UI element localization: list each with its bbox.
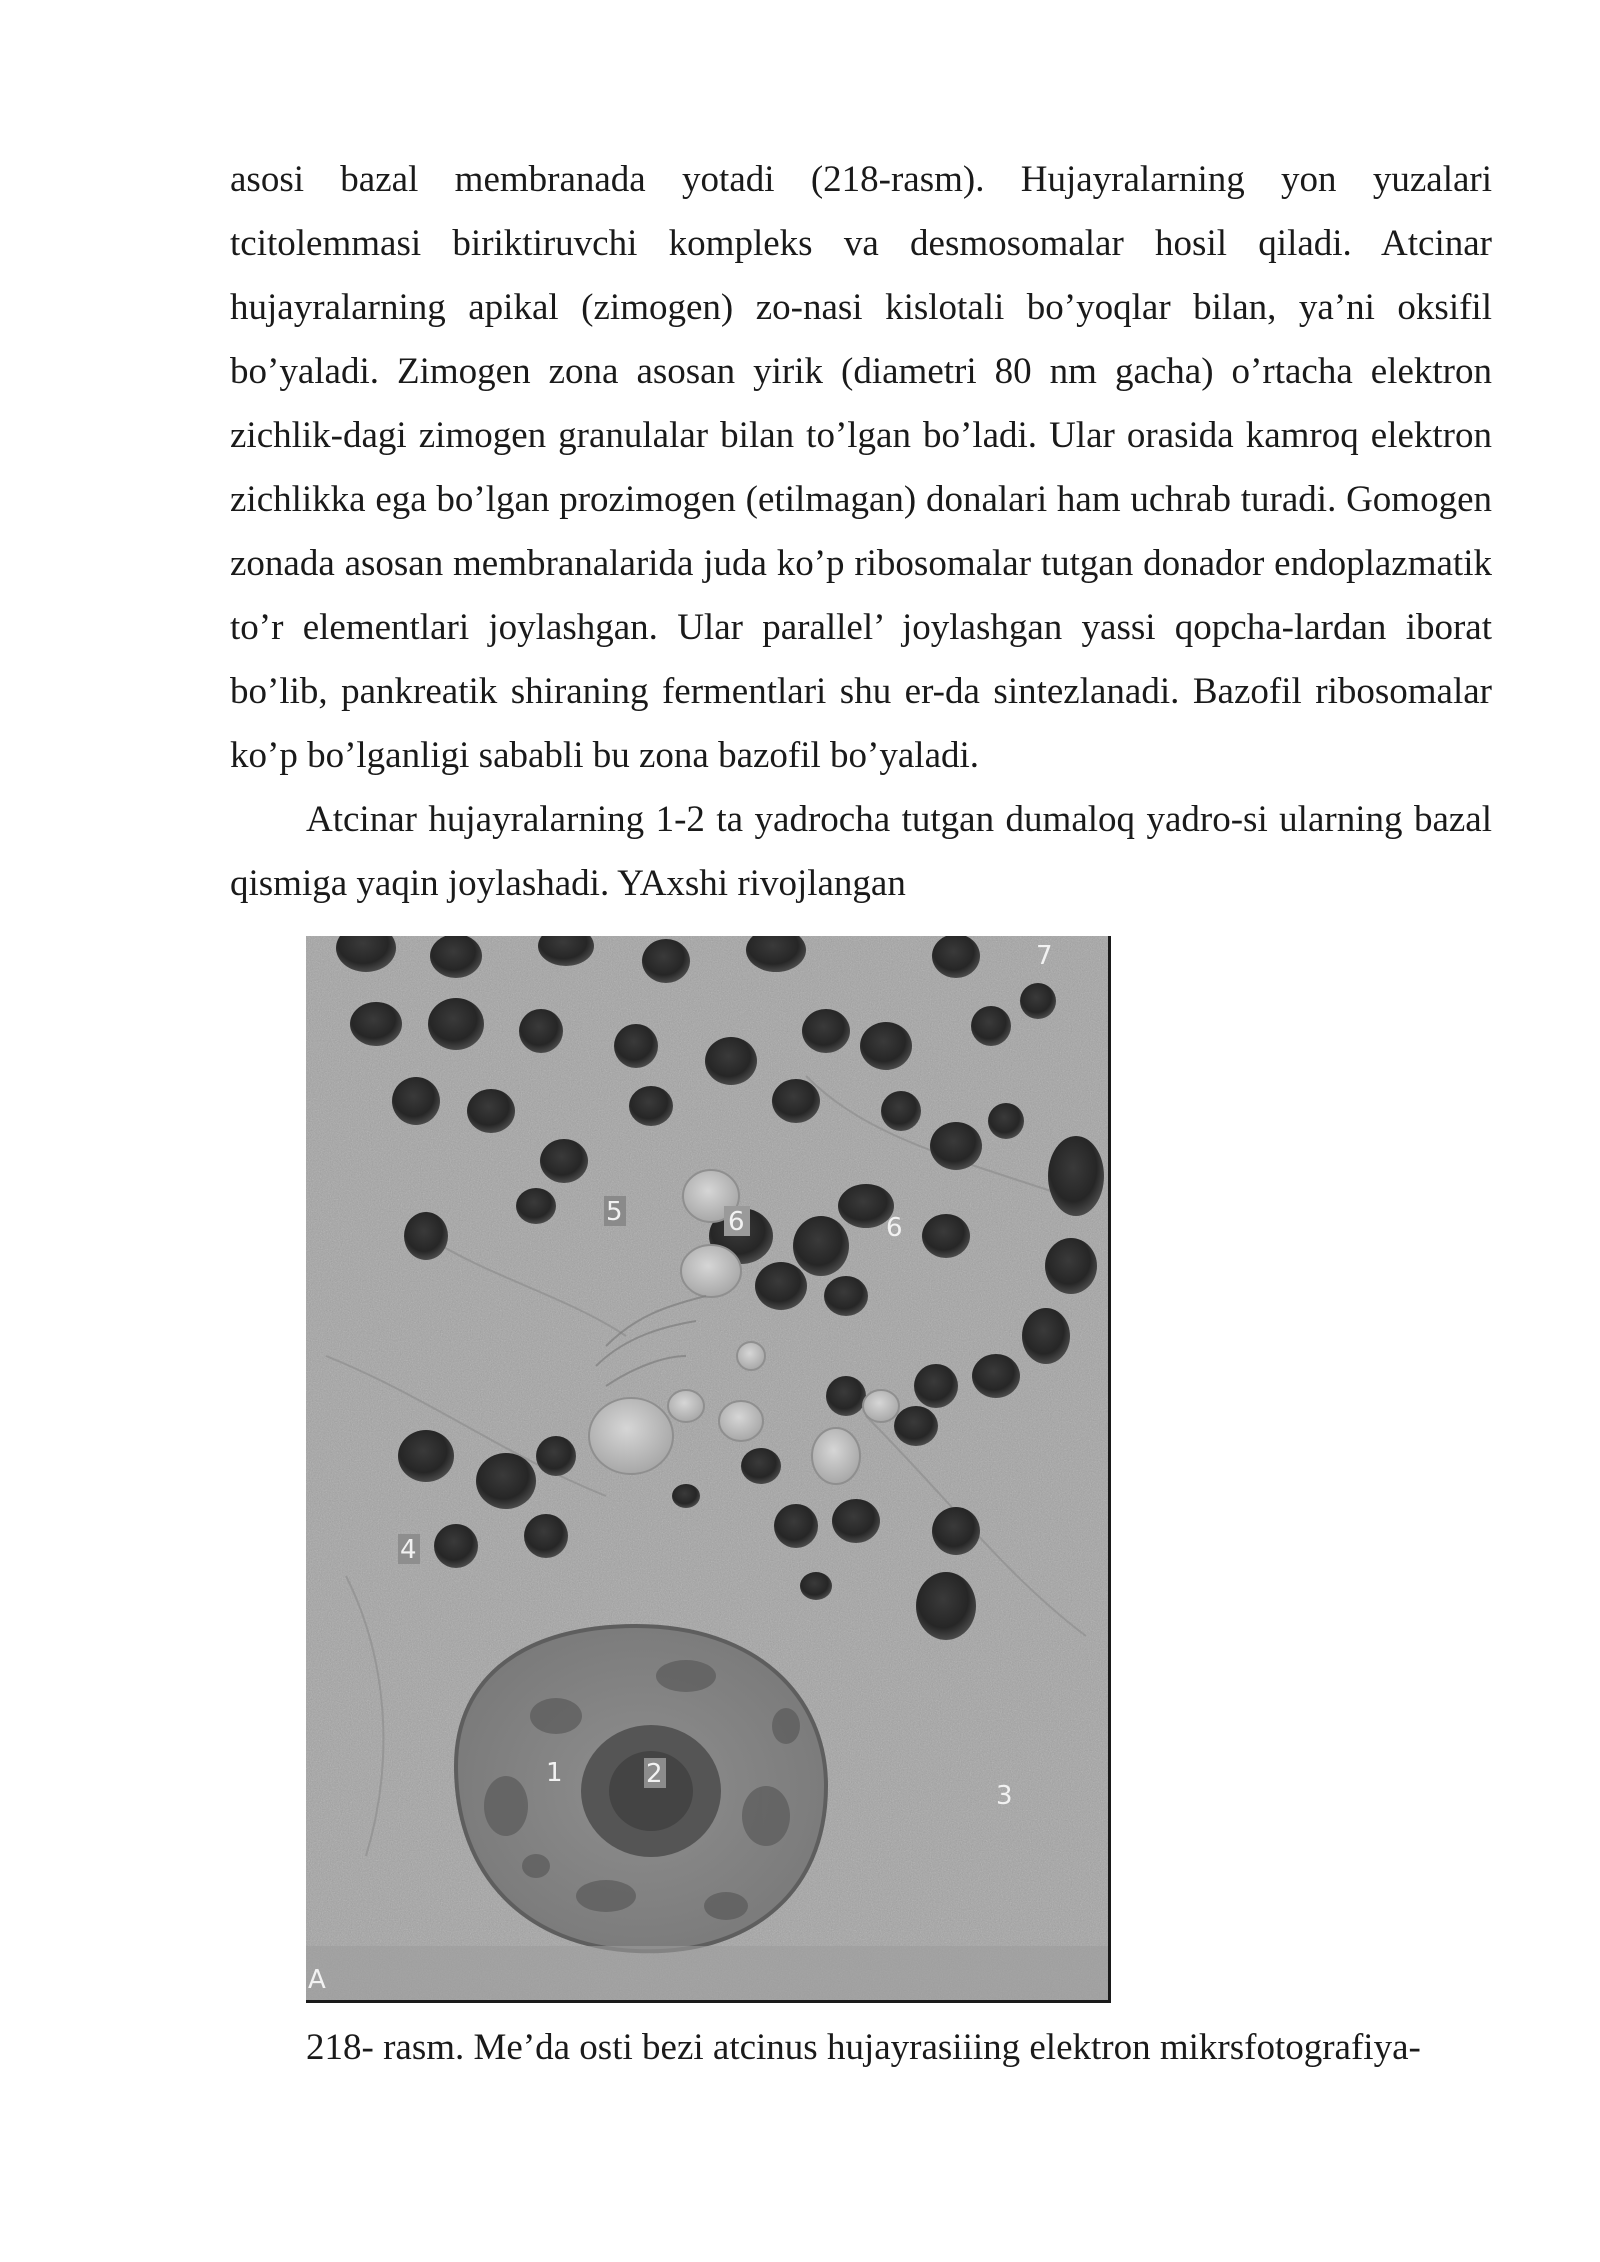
label-4: 4 bbox=[400, 1535, 417, 1565]
electron-micrograph-figure bbox=[306, 936, 1111, 2003]
paragraph-2: Atcinar hujayralarning 1-2 ta yadrocha tutgan dumaloq yadro-si ularning bazal qismiga yaqin joylashadi. YAxshi rivojlangan bbox=[230, 799, 1492, 904]
label-3: 3 bbox=[996, 1781, 1013, 1811]
paragraph-1: asosi bazal membranada yotadi (218-rasm). Hujayralarning yon yuzalari tcitolemmasi biriktiruvchi kompleks va desmosomalar hosil qiladi. Atcinar hujayralarning apikal (zimogen) zo-nasi kislotali bo’yoqlar bilan, ya’ni oksifil bo’yaladi. Zimogen zona asosan yirik (diametri 80 nm gacha) o’rtacha elektron zichlik-dagi zimogen granulalar bilan to’lgan bo’ladi. Ular orasida kamroq elektron zichlikka ega bo’lgan prozimogen (etilmagan) donalari ham uchrab turadi. Gomogen zonada asosan membranalarida juda ko’p ribosomalar tutgan donador endoplazmatik to’r elementlari joylashgan. Ular parallel’ joylashgan yassi qopcha-lardan iborat bo’lib, pankreatik shiraning fermentlari shu er-da sintezlanadi. Bazofil ribosomalar ko’p bo’lganligi sababli bu zona bazofil bo’yaladi. bbox=[230, 159, 1492, 776]
label-2: 2 bbox=[646, 1759, 663, 1789]
body-text bbox=[230, 148, 1492, 916]
label-6a: 6 bbox=[728, 1207, 745, 1237]
label-A: A bbox=[308, 1965, 326, 1995]
label-5: 5 bbox=[606, 1197, 623, 1227]
label-1: 1 bbox=[546, 1758, 563, 1788]
label-6b: 6 bbox=[886, 1213, 903, 1243]
figure-caption: 218- rasm. Me’da osti bezi atcinus hujayrasiiing elektron mikrsfotografiya- bbox=[306, 2027, 1421, 2068]
micrograph-image bbox=[306, 936, 1108, 2000]
label-7: 7 bbox=[1036, 941, 1053, 971]
